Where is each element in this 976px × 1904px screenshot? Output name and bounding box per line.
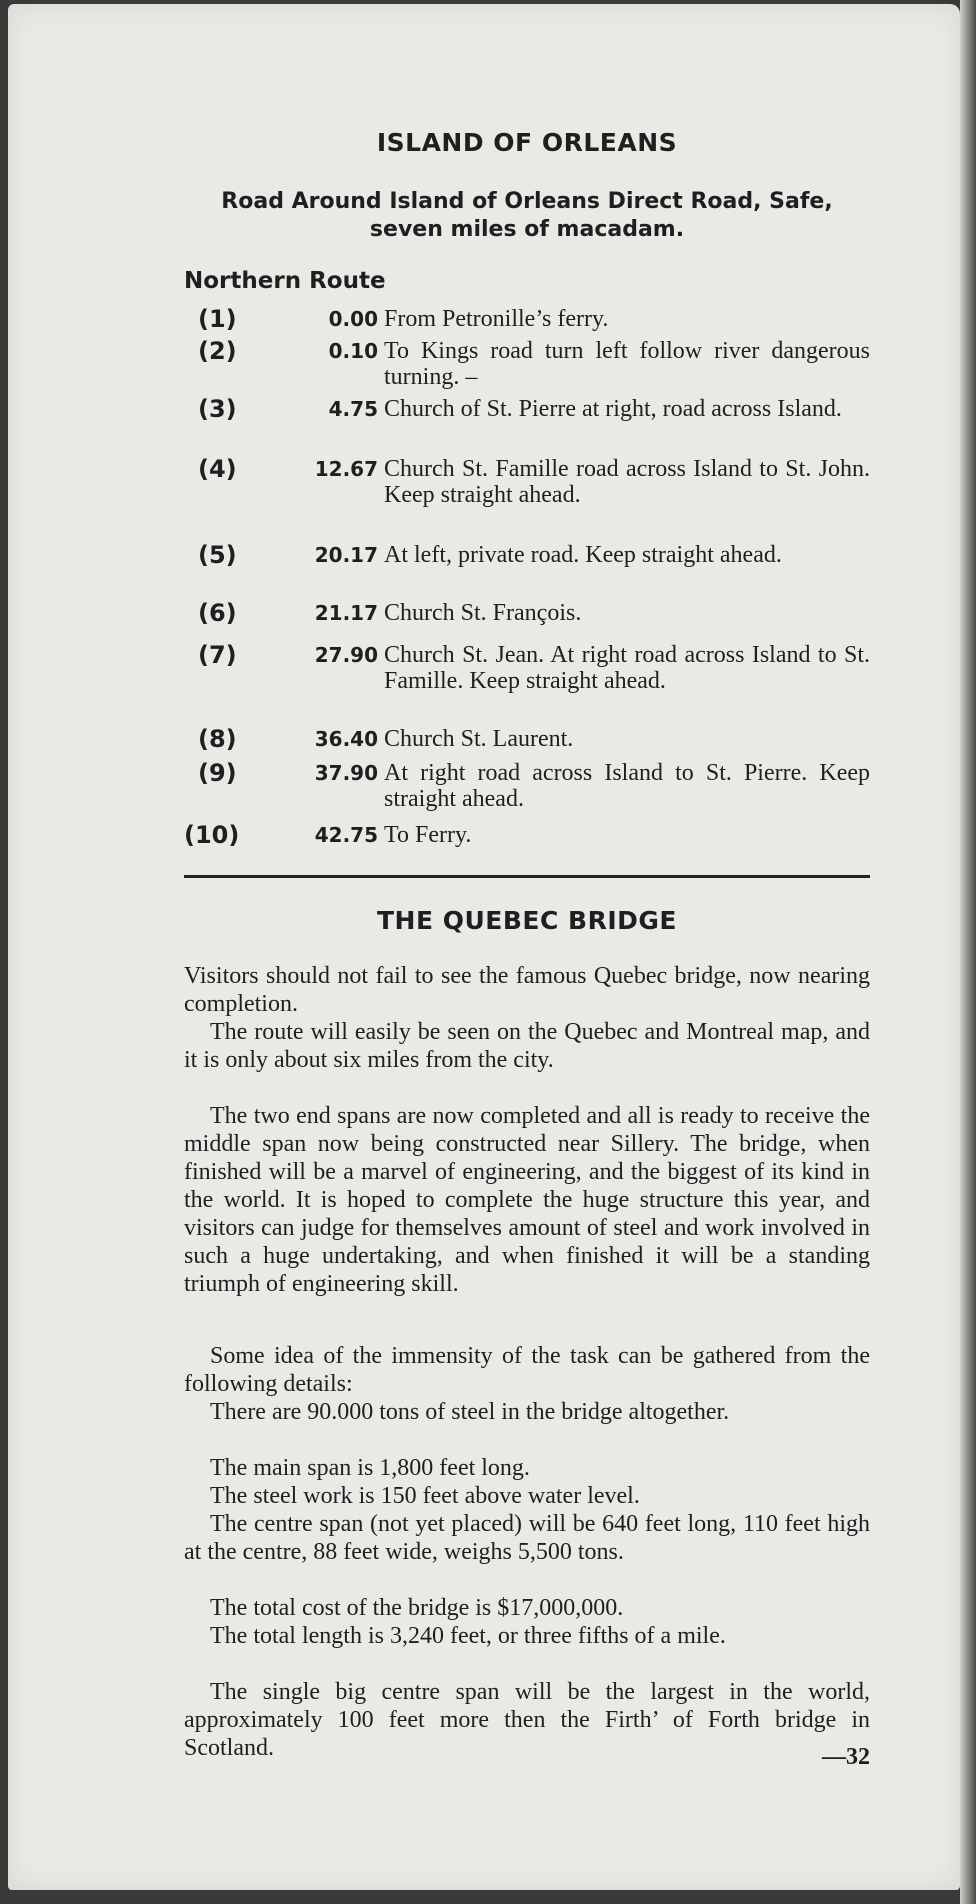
step-description: At right road across Island to St. Pierre. Keep straight ahead.	[384, 760, 870, 812]
bridge-paragraph: The main span is 1,800 feet long.	[210, 1455, 530, 1481]
step-number: (5)	[198, 541, 237, 569]
step-distance: 0.10	[328, 339, 378, 363]
step-distance: 42.75	[314, 823, 378, 847]
step-description: Church St. Laurent.	[384, 726, 574, 752]
section-divider	[184, 875, 870, 878]
bridge-paragraph: There are 90.000 tons of steel in the bridge altogether.	[210, 1399, 730, 1425]
bridge-paragraph: The total length is 3,240 feet, or three fifths of a mile.	[210, 1623, 726, 1649]
bridge-paragraph: The total cost of the bridge is $17,000,000.	[210, 1595, 624, 1621]
bridge-paragraph: The single big centre span will be the largest in the world, approximately 100 feet more then the Firth’ of Forth bridge in Scotland.	[184, 1679, 870, 1761]
step-number: (3)	[198, 395, 237, 423]
step-number: (6)	[198, 599, 237, 627]
step-distance: 20.17	[314, 543, 378, 567]
step-description: To Kings road turn left follow river dangerous turning. –	[384, 338, 870, 390]
route-heading: Northern Route	[184, 268, 386, 294]
bridge-paragraph: The steel work is 150 feet above water level.	[210, 1483, 640, 1509]
bridge-paragraph: The two end spans are now completed and all is ready to receive the middle span now being constructed near Sillery. The bridge, when finished will be a marvel of engineering, and the biggest of its kind in the world. It is hoped to complete the huge structure this year, and visitors can judge for themselves amount of steel and work involved in such a huge undertaking, and when finished it will be a standing triumph of engineering skill.	[184, 1103, 870, 1297]
step-number: (10)	[184, 821, 240, 849]
step-distance: 27.90	[314, 643, 378, 667]
step-description: Church St. Jean. At right road across Island to St. Famille. Keep straight ahead.	[384, 642, 870, 694]
section-subtitle: Road Around Island of Orleans Direct Road, Safe, seven miles of macadam.	[221, 189, 833, 242]
step-number: (8)	[198, 725, 237, 753]
step-distance: 21.17	[314, 601, 378, 625]
bridge-paragraph: The route will easily be seen on the Quebec and Montreal map, and it is only about six miles from the city.	[184, 1019, 870, 1073]
section-title-bridge: THE QUEBEC BRIDGE	[376, 906, 678, 935]
step-distance: 0.00	[328, 307, 378, 331]
book-spine-edge	[960, 0, 976, 1904]
bridge-paragraph: Some idea of the immensity of the task can be gathered from the following details:	[184, 1343, 870, 1397]
step-number: (7)	[198, 641, 237, 669]
section-title-orleans: ISLAND OF ORLEANS	[376, 128, 678, 157]
step-distance: 12.67	[314, 457, 378, 481]
step-number: (9)	[198, 759, 237, 787]
page-sheet	[8, 4, 960, 1890]
step-description: Church of St. Pierre at right, road across Island.	[384, 396, 842, 422]
step-distance: 36.40	[314, 727, 378, 751]
step-distance: 37.90	[314, 761, 378, 785]
bridge-paragraph: The centre span (not yet placed) will be 640 feet long, 110 feet high at the centre, 88 feet wide, weighs 5,500 tons.	[184, 1511, 870, 1565]
step-number: (1)	[198, 305, 237, 333]
step-description: Church St. François.	[384, 600, 582, 626]
step-distance: 4.75	[328, 397, 378, 421]
bridge-paragraph: Visitors should not fail to see the famous Quebec bridge, now nearing completion.	[184, 963, 870, 1017]
step-number: (4)	[198, 455, 237, 483]
step-number: (2)	[198, 337, 237, 365]
step-description: At left, private road. Keep straight ahead.	[384, 542, 782, 568]
step-description: Church St. Famille road across Island to St. John. Keep straight ahead.	[384, 456, 870, 508]
step-description: To Ferry.	[384, 822, 472, 848]
page-number: —32	[822, 1744, 870, 1770]
step-description: From Petronille’s ferry.	[384, 306, 609, 332]
